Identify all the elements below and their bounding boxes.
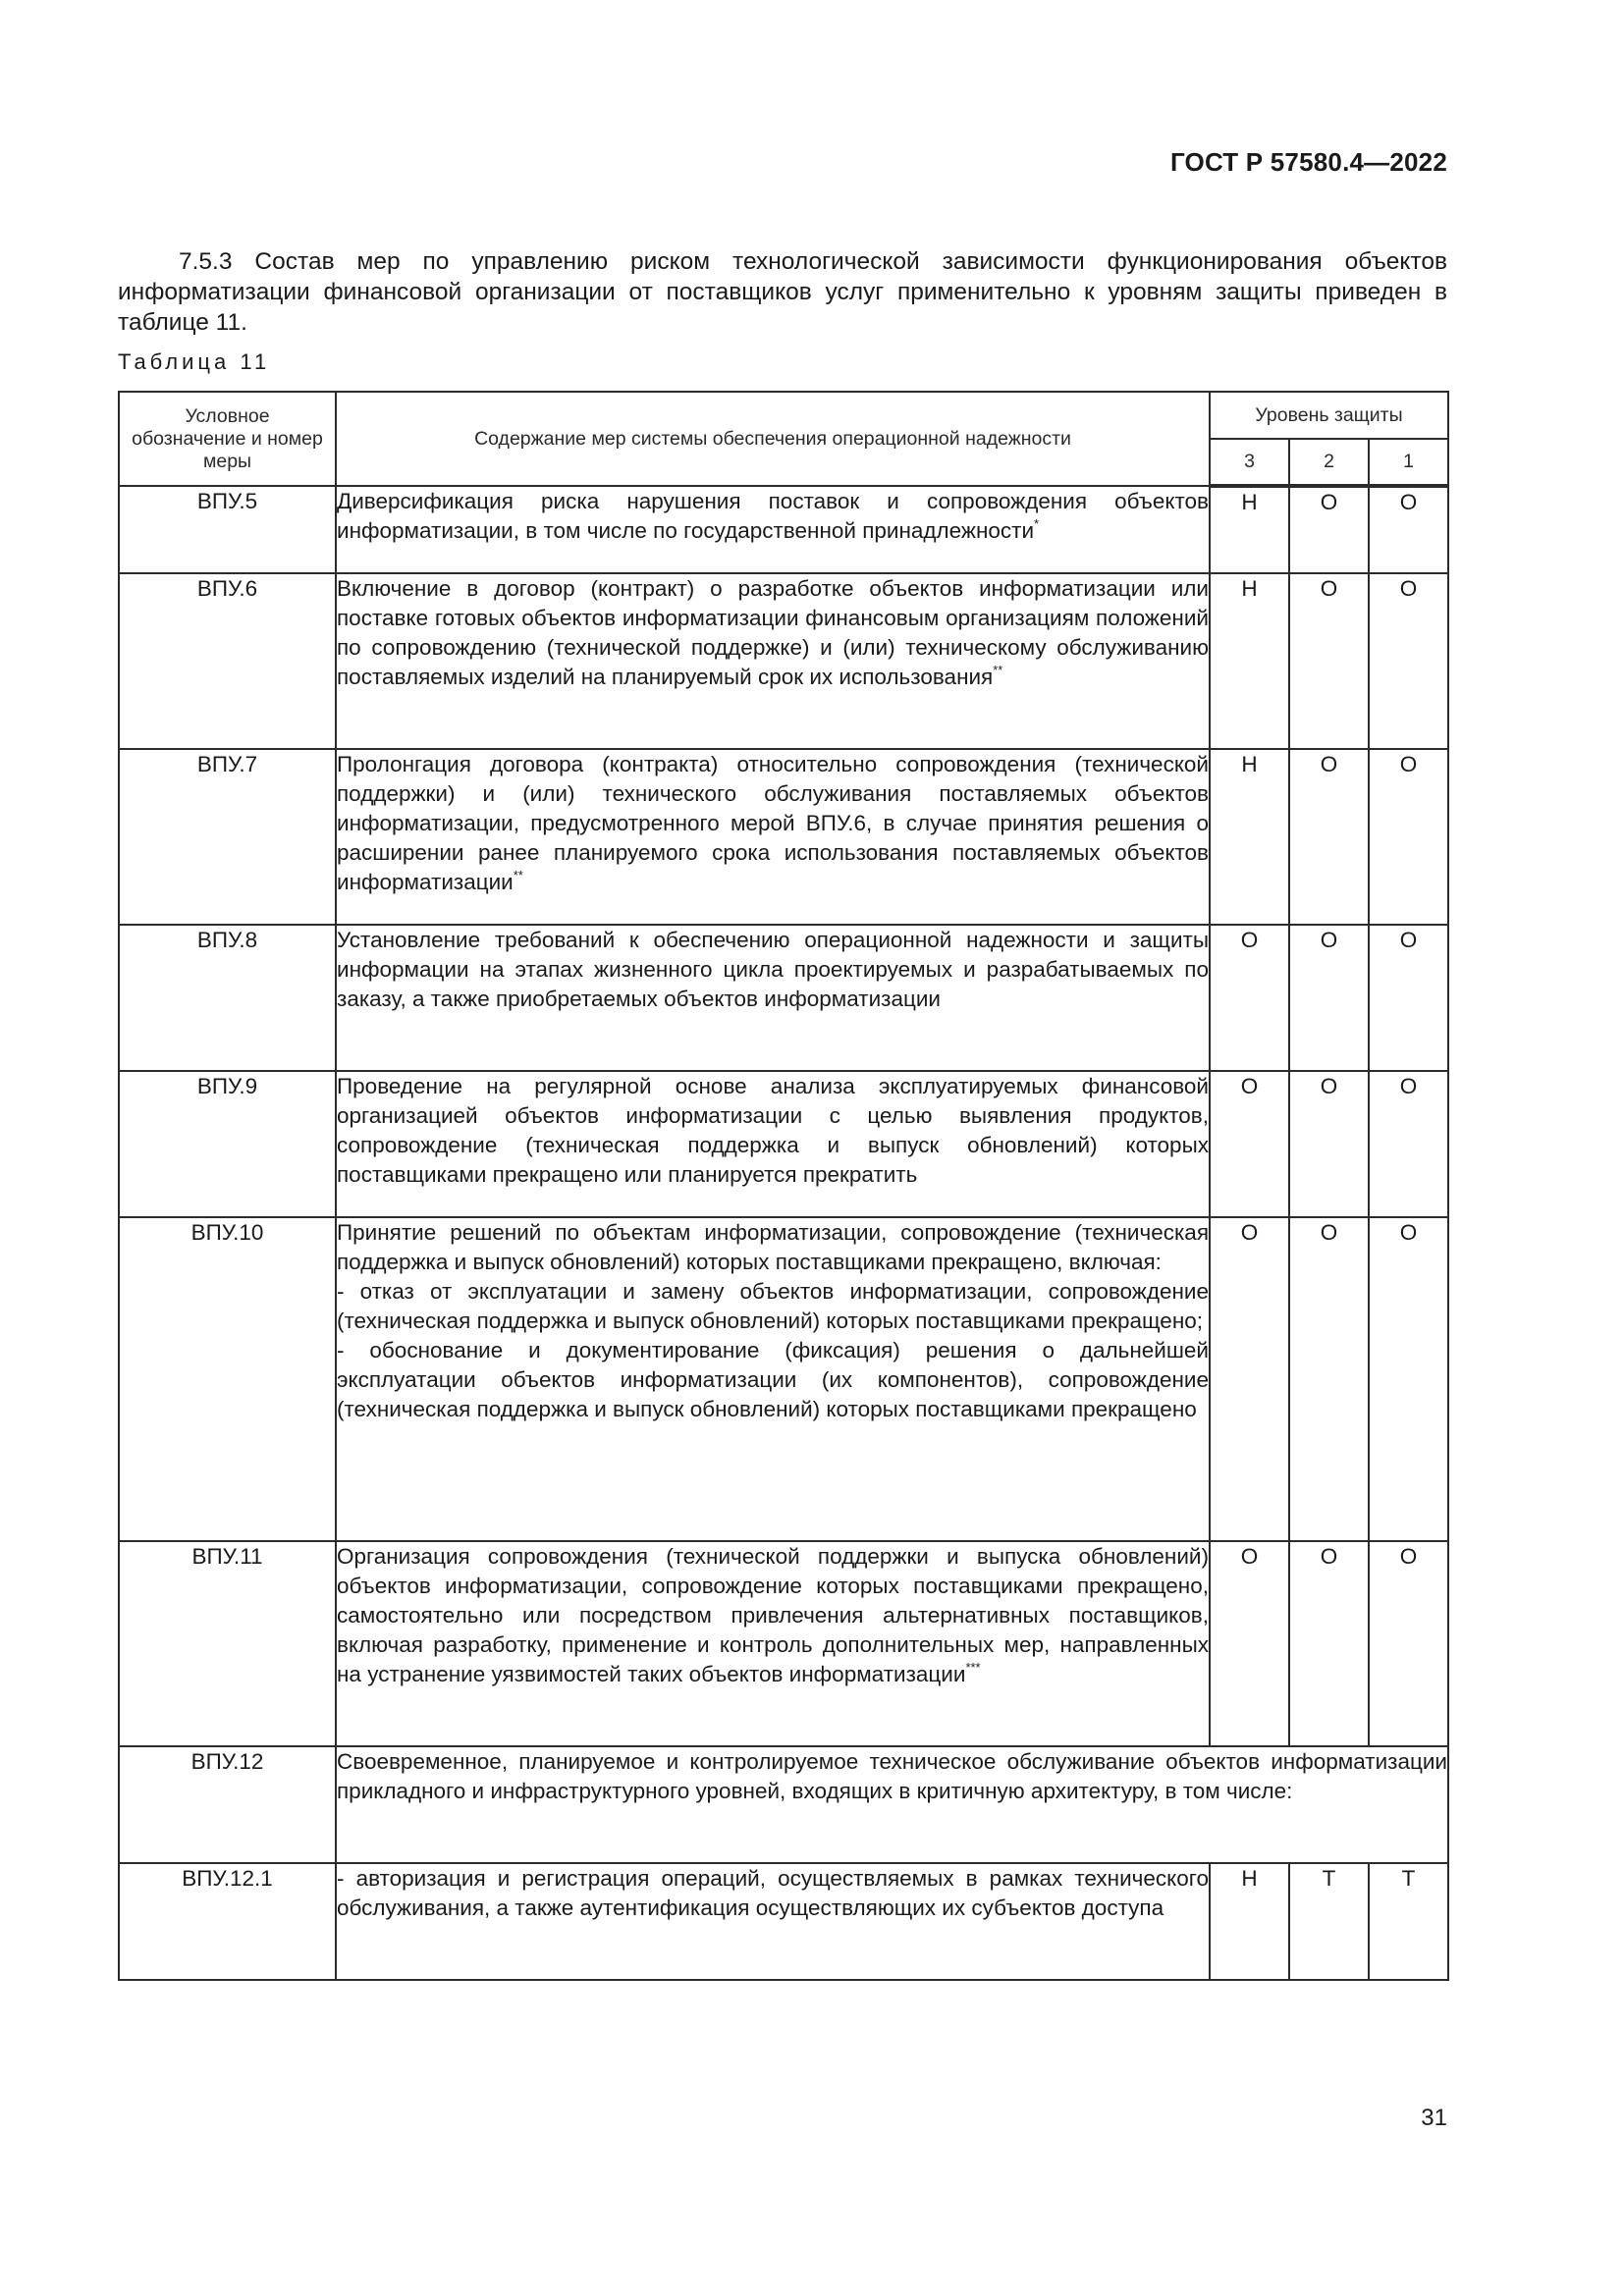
level-2-value: О — [1289, 925, 1369, 1071]
measure-code: ВПУ.5 — [119, 486, 336, 573]
level-3-value: О — [1210, 1541, 1289, 1746]
table-header — [119, 392, 1448, 486]
table-row — [119, 1746, 1448, 1863]
level-2-value: О — [1289, 1217, 1369, 1541]
measure-code: ВПУ.9 — [119, 1071, 336, 1217]
table-body — [119, 486, 1448, 1980]
level-3-value: О — [1210, 1217, 1289, 1541]
measure-code: ВПУ.7 — [119, 749, 336, 925]
level-3-value: Н — [1210, 1863, 1289, 1980]
level-1-value: О — [1369, 486, 1448, 573]
level-1-value: О — [1369, 573, 1448, 749]
footnote-mark: ** — [513, 867, 523, 882]
measure-code: ВПУ.10 — [119, 1217, 336, 1541]
measure-text-item: - обоснование и документирование (фиксация) решения о дальнейшей эксплуатации объектов информатизации (их компонентов), сопровождение (техническая поддержка и выпуск обновлений) которых поставщиками прекращено — [337, 1338, 1209, 1421]
level-1-value: Т — [1369, 1863, 1448, 1980]
table-row — [119, 1863, 1448, 1980]
measure-text: Организация сопровождения (технической поддержки и выпуска обновлений) объектов информатизации, сопровождение которых поставщиками прекращено, самостоятельно или посредством привлечения альтернативных поставщиков, включая разработку, применение и контроль дополнительных мер, направленных на устранение уязвимостей таких объектов информатизации*** — [336, 1541, 1210, 1746]
footnote-mark: *** — [965, 1659, 981, 1675]
level-3-value: Н — [1210, 486, 1289, 573]
table-caption: Таблица 11 — [118, 349, 271, 374]
table-row — [119, 1541, 1448, 1746]
header-level-2: 2 — [1289, 439, 1369, 486]
table-row — [119, 1217, 1448, 1541]
header-level-3: 3 — [1210, 439, 1289, 486]
measure-text: Проведение на регулярной основе анализа эксплуатируемых финансовой организацией объектов информатизации с целью выявления продуктов, сопровождение (техническая поддержка и выпуск обновлений) которых поставщиками прекращено или планируется прекратить — [336, 1071, 1210, 1217]
measure-code: ВПУ.12 — [119, 1746, 336, 1863]
level-3-value: Н — [1210, 749, 1289, 925]
measure-code: ВПУ.8 — [119, 925, 336, 1071]
measure-text-item: - отказ от эксплуатации и замену объектов информатизации, сопровождение (техническая поддержка и выпуск обновлений) которых поставщиками прекращено; — [337, 1279, 1209, 1333]
level-3-value: О — [1210, 1071, 1289, 1217]
measure-text: Своевременное, планируемое и контролируемое техническое обслуживание объектов информатизации прикладного и инфраструктурного уровней, входящих в критичную архитектуру, в том числе: — [336, 1746, 1448, 1863]
footnote-mark: * — [1034, 515, 1040, 531]
footnote-mark: ** — [993, 662, 1003, 677]
header-code: Условное обозначение и номер меры — [119, 392, 336, 486]
header-level-1: 1 — [1369, 439, 1448, 486]
level-2-value: О — [1289, 1071, 1369, 1217]
level-1-value: О — [1369, 925, 1448, 1071]
level-2-value: О — [1289, 1541, 1369, 1746]
level-3-value: О — [1210, 925, 1289, 1071]
table-row — [119, 573, 1448, 749]
level-2-value: О — [1289, 573, 1369, 749]
level-3-value: Н — [1210, 573, 1289, 749]
measures-table — [118, 391, 1449, 1981]
page-number: 31 — [1421, 2105, 1447, 2131]
measure-text: Установление требований к обеспечению операционной надежности и защиты информации на этапах жизненного цикла проектируемых и разрабатываемых по заказу, а также приобретаемых объектов информатизации — [336, 925, 1210, 1071]
header-level-group: Уровень защиты — [1210, 392, 1448, 439]
table-row — [119, 1071, 1448, 1217]
level-2-value: Т — [1289, 1863, 1369, 1980]
level-2-value: О — [1289, 486, 1369, 573]
table-row — [119, 486, 1448, 573]
level-1-value: О — [1369, 1541, 1448, 1746]
measure-text: - авторизация и регистрация операций, осуществляемых в рамках технического обслуживания, а также аутентификация осуществляющих их субъектов доступа — [336, 1863, 1210, 1980]
level-1-value: О — [1369, 1071, 1448, 1217]
measure-text: Пролонгация договора (контракта) относительно сопровождения (технической поддержки) и (или) технического обслуживания поставляемых объектов информатизации, предусмотренного мерой ВПУ.6, в случае принятия решения о расширении ранее планируемого срока использования поставляемых объектов информатизации** — [336, 749, 1210, 925]
document-code: ГОСТ Р 57580.4—2022 — [1169, 147, 1447, 177]
intro-paragraph: 7.5.3 Состав мер по управлению риском технологической зависимости функционирования объектов информатизации финансовой организации от поставщиков услуг применительно к уровням защиты приведен в таблице 11. — [118, 247, 1447, 336]
header-content: Содержание мер системы обеспечения операционной надежности — [336, 392, 1210, 486]
table-row — [119, 749, 1448, 925]
measure-code: ВПУ.12.1 — [119, 1863, 336, 1980]
measure-code: ВПУ.11 — [119, 1541, 336, 1746]
level-1-value: О — [1369, 749, 1448, 925]
measure-text: Диверсификация риска нарушения поставок и сопровождения объектов информатизации, в том числе по государственной принадлежности* — [336, 486, 1210, 573]
measure-text: Включение в договор (контракт) о разработке объектов информатизации или поставке готовых объектов информатизации финансовым организациям положений по сопровождению (технической поддержке) и (или) техническому обслуживанию поставляемых изделий на планируемый срок их использования** — [336, 573, 1210, 749]
level-2-value: О — [1289, 749, 1369, 925]
measure-text-lead: Принятие решений по объектам информатизации, сопровождение (техническая поддержка и выпуск обновлений) которых поставщиками прекращено, включая: — [337, 1220, 1209, 1274]
measure-text — [336, 1217, 1210, 1541]
level-1-value: О — [1369, 1217, 1448, 1541]
table-row — [119, 925, 1448, 1071]
measure-code: ВПУ.6 — [119, 573, 336, 749]
